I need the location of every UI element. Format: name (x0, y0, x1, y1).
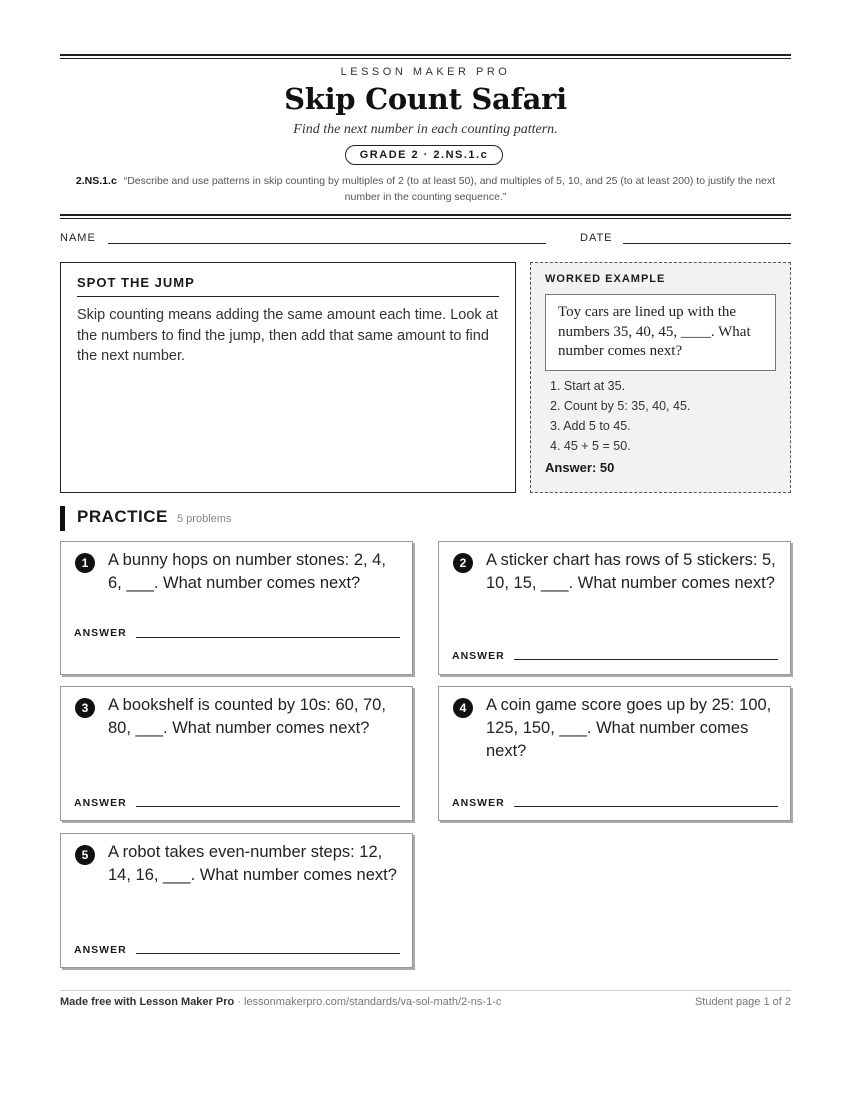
answer-label: ANSWER (74, 797, 127, 809)
problem-text: A coin game score goes up by 25: 100, 125, 150, ___. What number comes next? (486, 696, 772, 760)
worksheet-title: Skip Count Safari (284, 82, 567, 116)
top-rule-1 (60, 54, 791, 56)
footer-page-number: Student page 1 of 2 (694, 996, 791, 1008)
spot-text: Skip counting means adding the same amount each time. Look at the numbers to find the jump, then add that same amount to find the next number. (77, 307, 498, 364)
spot-the-jump-box (60, 262, 516, 493)
top-rule-2 (60, 58, 791, 59)
problem-text: A bookshelf is counted by 10s: 60, 70, 80, ___. What number comes next? (108, 696, 386, 737)
standard-text: “Describe and use patterns in skip counting by multiples of 2 (to at least 50), and multiples of 5, 10, and 25 (to at least 200) to justify the next number in the counting sequence.” (123, 175, 776, 203)
name-field[interactable] (108, 243, 546, 244)
answer-field[interactable] (514, 806, 778, 807)
problem-number: 3 (75, 698, 95, 718)
example-steps (545, 376, 776, 456)
problem-card-2 (438, 541, 791, 675)
problem-number: 1 (75, 553, 95, 573)
spot-title: SPOT THE JUMP (77, 275, 499, 297)
worksheet-page (60, 0, 791, 1100)
example-step: 2. Count by 5: 35, 40, 45. (550, 398, 691, 413)
date-field[interactable] (623, 243, 791, 244)
example-step: 1. Start at 35. (550, 378, 626, 393)
footer-credit (60, 996, 501, 1008)
brand-label: LESSON MAKER PRO (340, 66, 511, 78)
practice-count: 5 problems (177, 513, 232, 525)
problem-card-5 (60, 833, 413, 968)
answer-field[interactable] (136, 806, 400, 807)
worked-example-box (530, 262, 791, 493)
practice-accent-bar (60, 506, 65, 531)
example-step: 4. 45 + 5 = 50. (550, 438, 631, 453)
header-bottom-rule-1 (60, 214, 791, 216)
problem-number: 5 (75, 845, 95, 865)
problem-text: A robot takes even-number steps: 12, 14, 16, ___. What number comes next? (108, 843, 397, 884)
example-step: 3. Add 5 to 45. (550, 418, 631, 433)
answer-label: ANSWER (452, 650, 505, 662)
problem-number: 2 (453, 553, 473, 573)
example-title: WORKED EXAMPLE (545, 273, 666, 285)
worksheet-subtitle: Find the next number in each counting pattern. (293, 122, 558, 137)
date-label: DATE (580, 232, 613, 244)
grade-badge: GRADE 2 · 2.NS.1.c (345, 145, 503, 165)
problem-card-3 (60, 686, 413, 821)
problem-text: A sticker chart has rows of 5 stickers: 5, 10, 15, ___. What number comes next? (486, 551, 776, 592)
example-problem: Toy cars are lined up with the numbers 35, 40, 45, ____. What number comes next? (545, 294, 776, 371)
problem-text: A bunny hops on number stones: 2, 4, 6, ___. What number comes next? (108, 551, 386, 592)
practice-title: PRACTICE (77, 507, 168, 526)
answer-field[interactable] (136, 637, 400, 638)
standard-code: 2.NS.1.c (75, 175, 117, 187)
footer-made-with: Made free with Lesson Maker Pro (60, 996, 235, 1008)
answer-field[interactable] (136, 953, 400, 954)
answer-field[interactable] (514, 659, 778, 660)
problem-number: 4 (453, 698, 473, 718)
standard-description (60, 173, 791, 205)
answer-label: ANSWER (74, 627, 127, 639)
footer-rule (60, 990, 791, 991)
answer-label: ANSWER (74, 944, 127, 956)
problem-card-1 (60, 541, 413, 675)
footer-url[interactable]: · lessonmakerpro.com/standards/va-sol-math/2-ns-1-c (234, 996, 502, 1008)
header-bottom-rule-2 (60, 218, 791, 219)
answer-label: ANSWER (452, 797, 505, 809)
problem-card-4 (438, 686, 791, 821)
example-answer: Answer: 50 (545, 459, 615, 475)
name-label: NAME (60, 232, 96, 244)
